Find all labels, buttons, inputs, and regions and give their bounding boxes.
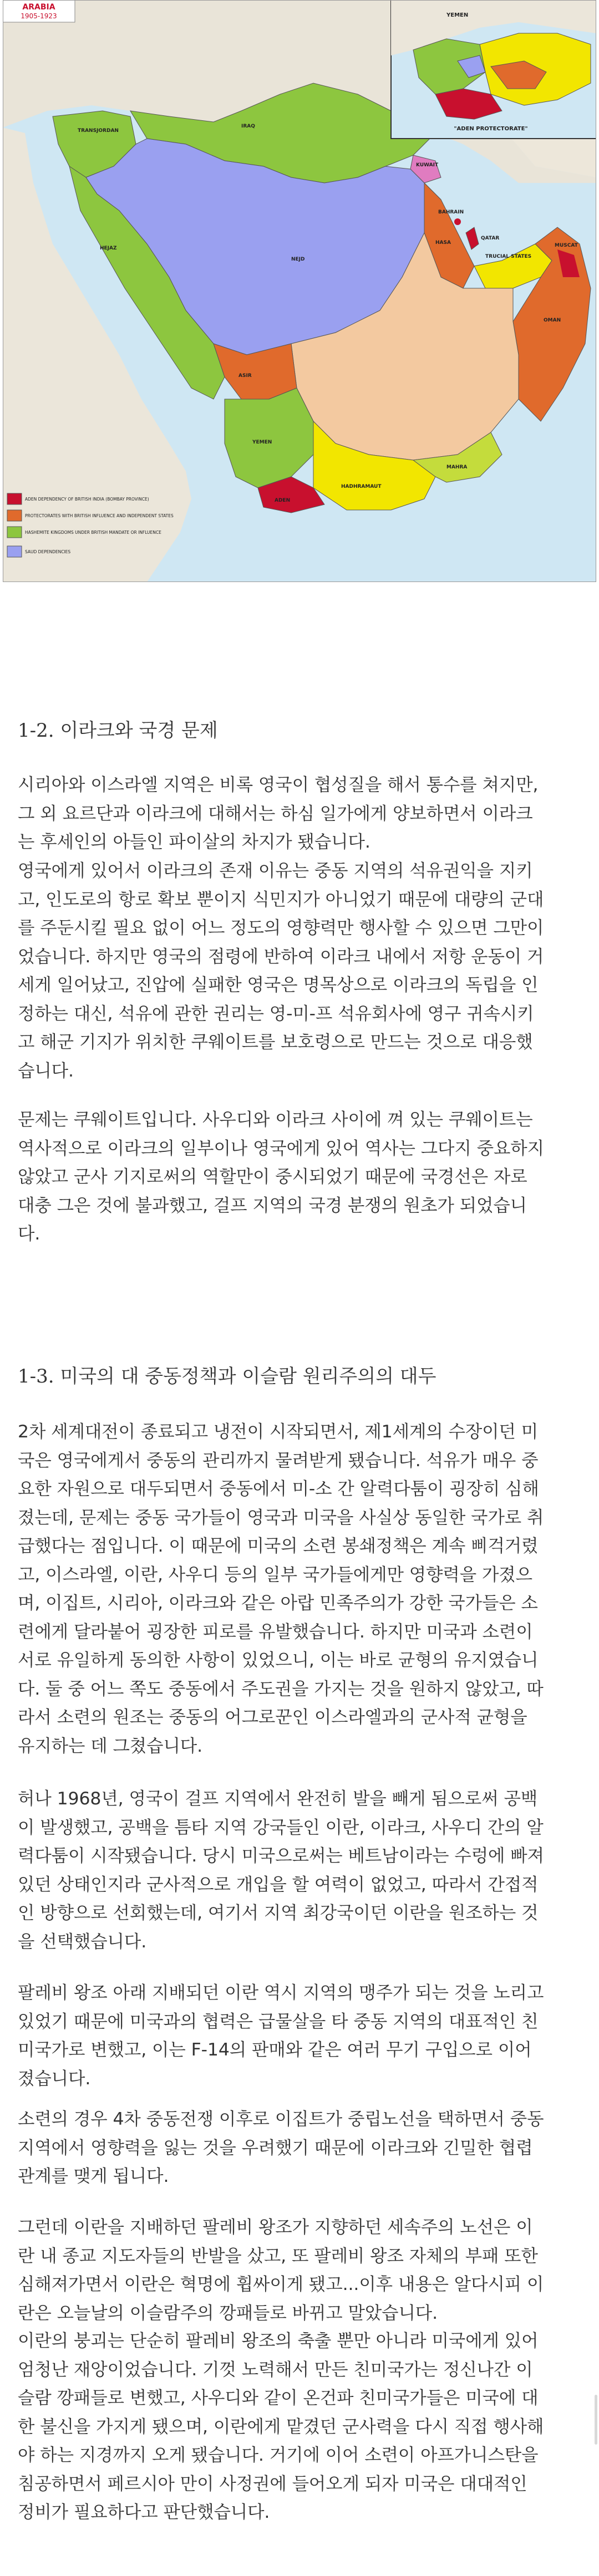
- scrollbar-thumb[interactable]: [595, 2395, 597, 2445]
- label-kuwait: KUWAIT: [416, 162, 439, 168]
- text-line: 허나 1968년, 영국이 걸프 지역에서 완전히 발을 빼게 됨으로써 공백: [18, 1789, 538, 1809]
- legend-swatch-saud: [7, 546, 22, 557]
- label-bahrain: BAHRAIN: [438, 210, 464, 215]
- paragraph-pahlavi-iran: [18, 1980, 581, 2094]
- label-hejaz: HEJAZ: [100, 246, 117, 251]
- section-heading-iraq-borders: 1-2. 이라크와 국경 문제: [18, 720, 218, 742]
- label-yemen: YEMEN: [252, 440, 272, 445]
- bahrain-marker: [454, 218, 461, 225]
- text-line: 엄청난 재앙이었습니다. 기껏 노력해서 만든 친미국가는 정신나간 이: [18, 2359, 533, 2380]
- text-line: 졌는데, 문제는 중동 국가들이 영국과 미국을 사실상 동일한 국가로 취: [18, 1507, 544, 1528]
- text-line: 국은 영국에게서 중동의 관리까지 물려받게 됐습니다. 석유가 매우 중: [18, 1450, 539, 1471]
- text-line: 한 불신을 가지게 됐으며, 이란에게 맡겼던 군사력을 다시 직접 행사해: [18, 2416, 544, 2437]
- text-line: 역사적으로 이라크의 일부이나 영국에게 있어 역사는 그다지 중요하지: [18, 1138, 544, 1159]
- text-line: 다. 둘 중 어느 쪽도 중동에서 주도권을 가지는 것을 원하지 않았고, 따: [18, 1679, 544, 1699]
- map-subtitle: 1905-1923: [21, 12, 57, 20]
- text-line: 소련의 경우 4차 중동전쟁 이후로 이집트가 중립노선을 택하면서 중동: [18, 2109, 544, 2129]
- text-line: 졌습니다.: [18, 2068, 91, 2089]
- text-line: 이란의 붕괴는 단순히 팔레비 왕조의 축출 뿐만 아니라 미국에게 있어: [18, 2331, 539, 2351]
- legend-text-aden: ADEN DEPENDENCY OF BRITISH INDIA (BOMBAY PROVINCE): [25, 497, 149, 502]
- text-line: 정비가 필요하다고 판단했습니다.: [18, 2502, 270, 2522]
- paragraph-british-interest: [18, 858, 581, 1086]
- text-line: 시리아와 이스라엘 지역은 비록 영국이 협성질을 해서 통수를 쳐지만,: [18, 775, 539, 795]
- text-line: 요한 자원으로 대두되면서 중동에서 미-소 간 알력다툼이 굉장히 심해: [18, 1479, 539, 1499]
- paragraph-iranian-revolution: [18, 2215, 581, 2329]
- text-line: 영국에게 있어서 이라크의 존재 이유는 중동 지역의 석유권익을 지키: [18, 861, 533, 881]
- text-line: 지역에서 영향력을 잃는 것을 우려했기 때문에 이라크와 긴밀한 협렵: [18, 2138, 533, 2158]
- text-line: 고, 이스라엘, 이란, 사우디 등의 일부 국가들에게만 영향력을 가졌으: [18, 1564, 532, 1585]
- text-line: 다.: [18, 1224, 40, 1244]
- label-transjordan: TRANSJORDAN: [78, 128, 119, 134]
- text-line: 대충 그은 것에 불과했고, 걸프 지역의 국경 분쟁의 원초가 되었습니: [18, 1195, 527, 1216]
- text-line: 습니다.: [18, 1060, 74, 1081]
- text-line: 세게 일어났고, 진압에 실패한 영국은 명목상으로 이라크의 독립을 인: [18, 975, 539, 995]
- paragraph-1968-withdrawal: [18, 1786, 581, 1957]
- text-line: 2차 세계대전이 종료되고 냉전이 시작되면서, 제1세계의 수장이던 미: [18, 1422, 539, 1442]
- label-muscat: MUSCAT: [555, 243, 578, 248]
- paragraph-iran-collapse: [18, 2328, 581, 2528]
- label-nejd: NEJD: [291, 257, 305, 262]
- label-mahra: MAHRA: [446, 465, 468, 470]
- arabia-map-image: [3, 0, 596, 582]
- text-line: 심해져가면서 이란은 혁명에 휩싸이게 됐고...이후 내용은 알다시피 이: [18, 2274, 544, 2294]
- legend-swatch-protectorates: [7, 510, 22, 521]
- text-line: 미국가로 변했고, 이는 F-14의 판매와 같은 여러 무기 구입으로 이어: [18, 2040, 532, 2060]
- label-oman: OMAN: [544, 318, 561, 323]
- text-line: 력다툼이 시작됐습니다. 당시 미국으로써는 베트남이라는 수렁에 빠져: [18, 1846, 544, 1866]
- label-iraq: IRAQ: [241, 124, 255, 129]
- label-hasa: HASA: [435, 240, 451, 246]
- text-line: 관계를 맺게 됩니다.: [18, 2166, 169, 2186]
- legend-swatch-aden: [7, 493, 22, 504]
- paragraph-iraq-hashemite: [18, 772, 581, 858]
- text-line: 이 발생했고, 공백을 틈타 지역 강국들인 이란, 이라크, 사우디 간의 알: [18, 1817, 544, 1838]
- legend-swatch-hashemite: [7, 527, 22, 538]
- text-line: 급했다는 점입니다. 이 때문에 미국의 소련 봉쇄정책은 계속 삐걱거렸: [18, 1536, 539, 1556]
- text-line: 팔레비 왕조 아래 지배되던 이란 역시 지역의 맹주가 되는 것을 노리고: [18, 1983, 544, 2003]
- section-heading-us-middle-east-policy: 1-3. 미국의 대 중동정책과 이슬람 원리주의의 대두: [18, 1365, 436, 1388]
- inset-map: [391, 0, 596, 139]
- label-trucial-states: TRUCIAL STATES: [485, 254, 532, 259]
- legend-text-hashemite: HASHEMITE KINGDOMS UNDER BRITISH MANDATE OR INFLUENCE: [25, 530, 161, 535]
- inset-label-aden-protectorate: "ADEN PROTECTORATE": [454, 126, 528, 132]
- text-line: 며, 이집트, 시리아, 이라크와 같은 아랍 민족주의가 강한 국가들은 소: [18, 1593, 538, 1613]
- map-title: ARABIA: [22, 3, 55, 12]
- text-line: 을 선택했습니다.: [18, 1931, 147, 1952]
- text-line: 를 주둔시킬 필요 없이 어느 정도의 영향력만 행사할 수 있으면 그만이: [18, 918, 544, 938]
- text-line: 었습니다. 하지만 영국의 점령에 반하여 이라크 내에서 저항 운동이 거: [18, 946, 544, 967]
- text-line: 슬람 깡패들로 변했고, 사우디와 같이 온건파 친미국가들은 미국에 대: [18, 2388, 539, 2408]
- map-title-box: [3, 0, 75, 22]
- text-line: 라서 소련의 원조는 중동의 어그로꾼인 이스라엘과의 군사적 균형을: [18, 1707, 527, 1727]
- text-line: 는 후세인의 아들인 파이살의 차지가 됐습니다.: [18, 832, 370, 852]
- text-line: 야 하는 지경까지 오게 됐습니다. 거기에 이어 소련이 아프가니스탄을: [18, 2445, 539, 2465]
- text-line: 인 방향으로 선회했는데, 여기서 지역 최강국이던 이란을 원조하는 것: [18, 1903, 539, 1923]
- legend-text-protectorates: PROTECTORATES WITH BRITISH INFLUENCE AND INDEPENDENT STATES: [25, 513, 174, 518]
- label-aden: ADEN: [275, 498, 291, 503]
- label-qatar: QATAR: [481, 236, 500, 241]
- paragraph-soviet-iraq: [18, 2106, 581, 2192]
- text-line: 정하는 대신, 석유에 관한 권리는 영-미-프 석유회사에 영구 귀속시키: [18, 1003, 534, 1024]
- label-asir: ASIR: [238, 373, 252, 379]
- text-line: 란은 오늘날의 이슬람주의 깡패들로 바뀌고 말았습니다.: [18, 2303, 438, 2323]
- inset-label-yemen: YEMEN: [446, 12, 469, 18]
- text-line: 고 해군 기지가 위치한 쿠웨이트를 보호령으로 만드는 것으로 대응했: [18, 1032, 533, 1052]
- label-hadhramaut: HADHRAMAUT: [341, 484, 382, 489]
- text-line: 있었기 때문에 미국과의 협력은 급물살을 타 중동 지역의 대표적인 친: [18, 2011, 539, 2032]
- text-line: 문제는 쿠웨이트입니다. 사우디와 이라크 사이에 껴 있는 쿠웨이트는: [18, 1110, 533, 1130]
- text-line: 고, 인도로의 항로 확보 뿐이지 식민지가 아니었기 때문에 대량의 군대: [18, 889, 544, 910]
- paragraph-kuwait-problem: [18, 1107, 581, 1250]
- text-line: 유지하는 데 그쳤습니다.: [18, 1736, 203, 1756]
- text-line: 그런데 이란을 지배하던 팔레비 왕조가 지향하던 세속주의 노선은 이: [18, 2217, 533, 2237]
- text-line: 않았고 군사 기지로써의 역할만이 중시되었기 때문에 국경선은 자로: [18, 1167, 527, 1187]
- text-line: 서로 유일하게 동의한 사항이 있었으니, 이는 바로 균형의 유지였습니: [18, 1650, 539, 1670]
- text-line: 그 외 요르단과 이라크에 대해서는 하심 일가에게 양보하면서 이라크: [18, 803, 533, 824]
- text-line: 련에게 달라붙어 굉장한 피로를 유발했습니다. 하지만 미국과 소련이: [18, 1621, 533, 1642]
- text-line: 침공하면서 페르시아 만이 사정권에 들어오게 되자 미국은 대대적인: [18, 2473, 527, 2494]
- text-line: 란 내 종교 지도자들의 반발을 샀고, 또 팔레비 왕조 자체의 부패 또한: [18, 2246, 538, 2266]
- paragraph-cold-war: [18, 1419, 581, 1762]
- text-line: 있던 상태인지라 군사적으로 개입을 할 여력이 없었고, 따라서 간접적: [18, 1874, 539, 1895]
- legend-text-saud: SAUD DEPENDENCIES: [25, 549, 71, 554]
